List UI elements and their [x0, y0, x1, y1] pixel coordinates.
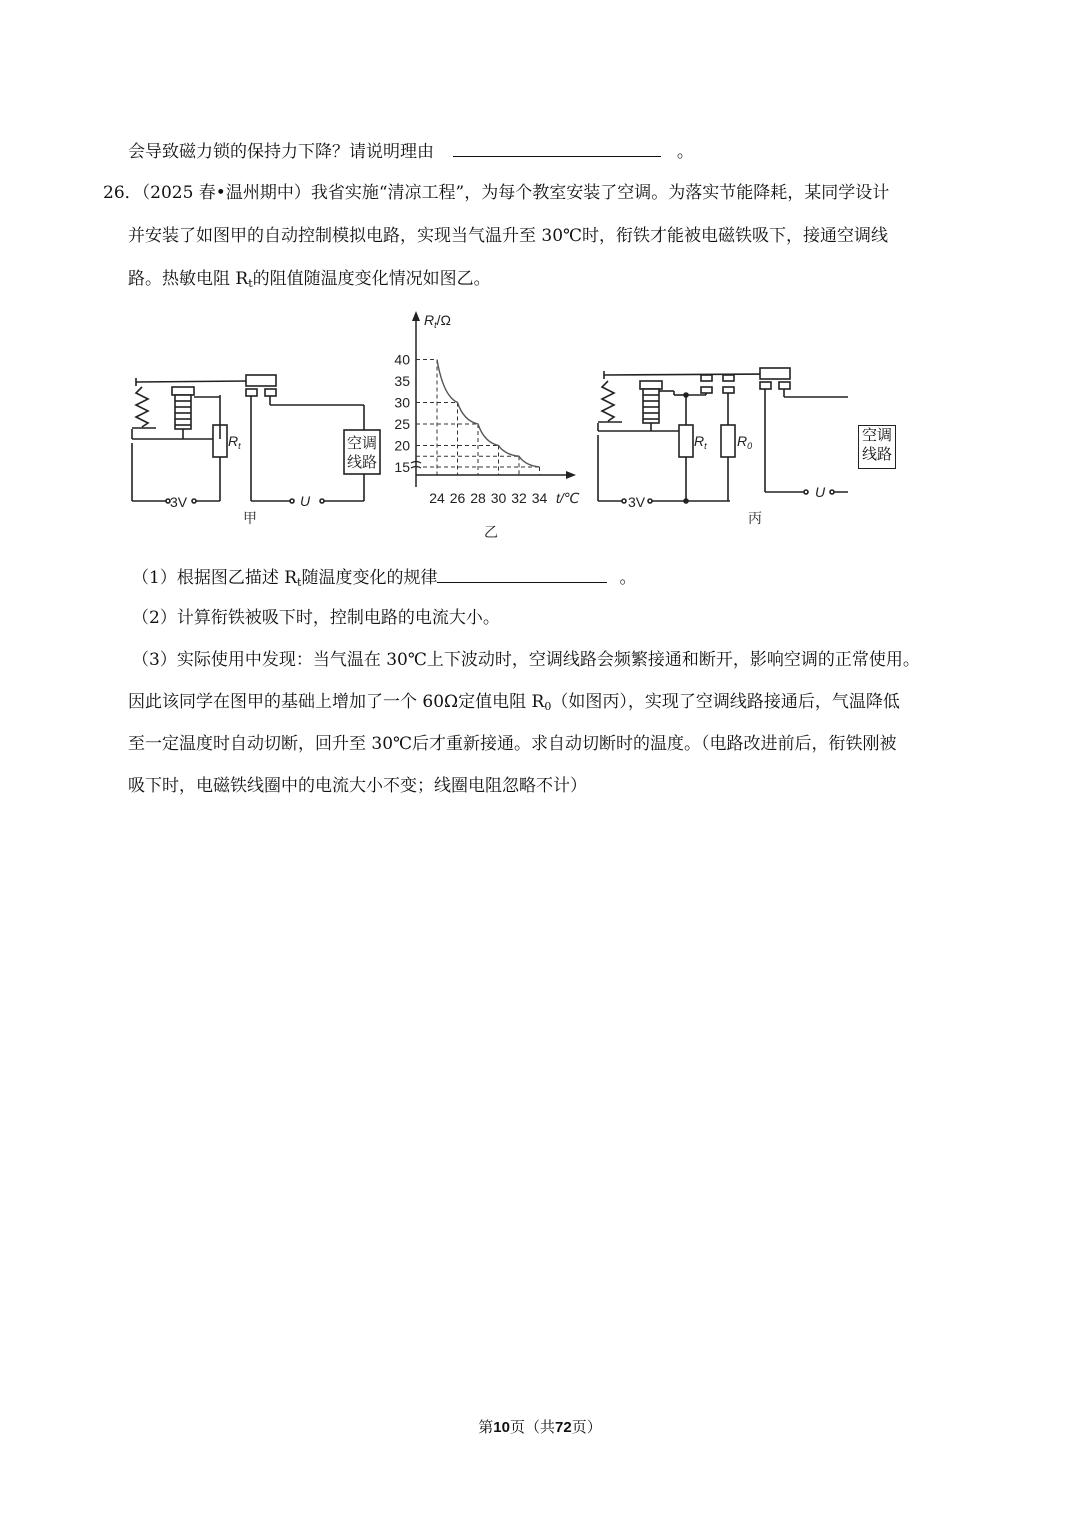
y-tick-35: 35 — [394, 373, 410, 389]
bing-voltage-label: 3V — [628, 494, 646, 510]
answer-blank[interactable] — [453, 138, 661, 157]
circuit-jia — [132, 375, 380, 503]
part-1-end: 。 — [619, 568, 637, 588]
electromagnet-coil — [643, 389, 659, 423]
electromagnet-core-top — [640, 381, 662, 389]
r0-resistor — [721, 425, 735, 457]
jia-voltage-label: 3V — [170, 494, 188, 510]
x-tick-34: 34 — [531, 490, 548, 506]
footer-page-number: 10 — [493, 1419, 510, 1436]
part-2-text: （2）计算衔铁被吸下时，控制电路的电流大小。 — [132, 608, 500, 628]
page-footer — [0, 1416, 1080, 1437]
jia-rt-label: $R_t$ — [228, 433, 241, 451]
footer-mid: 页（共 — [509, 1418, 555, 1436]
y-tick-30: 30 — [394, 394, 410, 411]
q26-line2 — [128, 224, 888, 248]
part-1-sub: t — [297, 576, 302, 589]
part-3-line1 — [132, 648, 920, 672]
bing-r0-label: $R_0$ — [737, 433, 753, 451]
q26-text-3-pre: 路。热敏电阻 R — [128, 269, 249, 289]
prev-question-line — [128, 138, 694, 164]
x-tick-32: 32 — [511, 490, 527, 506]
q26-text-1: 我省实施“清凉工程”，为每个教室安装了空调。为落实节能降耗，某同学设计 — [310, 183, 890, 203]
x-tick-30: 30 — [490, 490, 507, 506]
jia-ac-label-1: 空调 — [346, 435, 378, 452]
part-3-text-3: 至一定温度时自动切断，回升至 30℃后才重新接通。求自动切断时的温度。（电路改进前后，衔铁刚被 — [128, 734, 897, 754]
footer-post: 页） — [571, 1418, 602, 1436]
part-3-line2 — [128, 690, 900, 719]
jia-u-label: U — [300, 493, 311, 509]
y-tick-20: 20 — [394, 437, 410, 454]
yi-xlabel: t/℃ — [556, 490, 580, 506]
bing-u-label: U — [815, 484, 826, 500]
y-tick-15: 15 — [394, 459, 410, 475]
q26-line3 — [128, 267, 491, 296]
bing-ac-line-box — [858, 425, 896, 469]
y-tick-40: 40 — [394, 351, 410, 368]
part-3-text-1: （3）实际使用中发现：当气温在 30℃上下波动时，空调线路会频繁接通和断开，影响空调的正常使用。 — [132, 650, 920, 670]
x-tick-labels — [429, 490, 547, 506]
figure-svg — [128, 305, 848, 545]
q26-text-2: 并安装了如图甲的自动控制模拟电路，实现当气温升至 30℃时，衔铁才能被电磁铁吸下，接通空调线 — [128, 226, 889, 246]
part-1-answer-blank[interactable] — [437, 564, 607, 583]
spring — [136, 387, 148, 427]
figure-panel — [128, 305, 848, 545]
part-3-text-2-sub: 0 — [544, 700, 552, 713]
y-tick-labels — [394, 352, 410, 476]
q26-source: （2025 春•温州期中） — [141, 183, 311, 203]
guide-lines — [416, 360, 540, 476]
footer-pre: 第 — [478, 1418, 494, 1436]
q26-text-3-post: 的阻值随温度变化情况如图乙。 — [252, 269, 491, 289]
q26-line1 — [103, 181, 889, 205]
switch-contact — [760, 368, 790, 379]
circuit-bing — [598, 368, 848, 503]
part-3-text-4: 吸下时，电磁铁线圈中的电流大小不变；线圈电阻忽略不计） — [128, 776, 587, 796]
armature-bar — [136, 381, 250, 382]
x-tick-28: 28 — [470, 490, 486, 506]
footer-total-pages: 72 — [555, 1419, 572, 1436]
part-3-text-2-post: （如图丙），实现了空调线路接通后，气温降低 — [551, 692, 900, 712]
switch-contact — [246, 375, 276, 386]
bing-ac-label-1: 空调 — [861, 427, 892, 444]
part-1 — [132, 564, 636, 595]
x-tick-24: 24 — [429, 490, 445, 506]
y-tick-25: 25 — [394, 416, 410, 432]
electromagnet-coil — [175, 395, 191, 429]
bing-caption: 丙 — [748, 510, 762, 526]
part-1-post: 随温度变化的规律 — [301, 568, 438, 588]
rt-resistor — [679, 425, 693, 457]
prev-question-text: 会导致磁力锁的保持力下降？请说明理由 — [128, 142, 434, 162]
q26-text-3-sub: t — [248, 277, 253, 290]
graph-yi — [394, 311, 576, 506]
prev-question-end: 。 — [676, 142, 694, 162]
jia-ac-label-2: 线路 — [346, 454, 378, 471]
electromagnet-core-top — [172, 387, 194, 395]
part-2 — [132, 606, 500, 630]
jia-caption: 甲 — [243, 510, 257, 526]
x-tick-26: 26 — [449, 490, 466, 506]
part-1-pre: （1）根据图乙描述 R — [132, 568, 298, 588]
armature-bar — [604, 374, 768, 375]
rt-curve — [437, 360, 540, 468]
spring — [602, 381, 614, 421]
bing-rt-label: $R_t$ — [694, 433, 707, 451]
yi-caption: 乙 — [484, 524, 498, 540]
bing-ac-label-2: 线路 — [861, 446, 892, 463]
x-axis-arrow — [566, 471, 576, 479]
y-axis-arrow — [412, 311, 420, 321]
part-3-line3 — [128, 732, 897, 756]
yi-ylabel: $R_t/\Omega$ — [424, 312, 451, 330]
q26-number: 26． — [103, 183, 142, 203]
part-3-text-2-pre: 因此该同学在图甲的基础上增加了一个 60Ω定值电阻 R — [128, 692, 545, 712]
part-3-line4 — [128, 774, 587, 798]
